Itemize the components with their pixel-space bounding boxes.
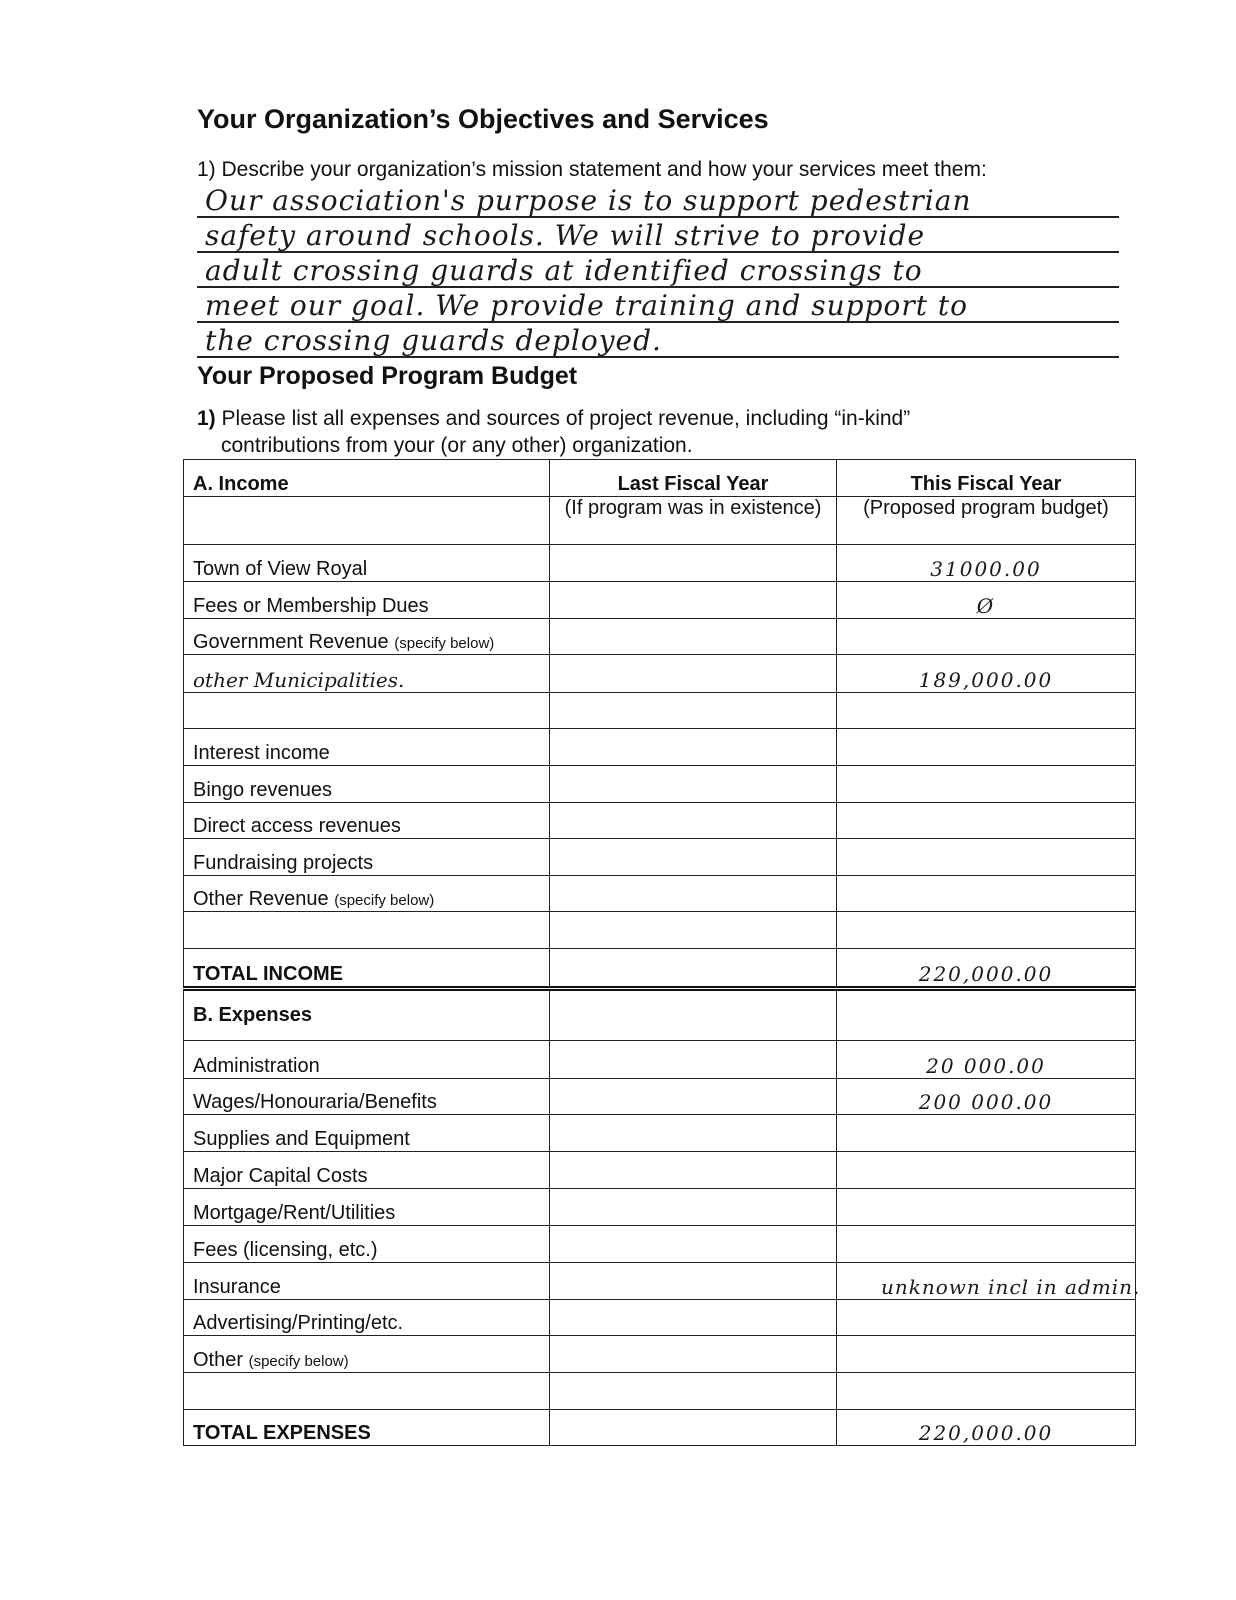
table-row [184,582,1136,619]
row-label [184,912,550,949]
last-year-value[interactable] [550,1115,837,1152]
last-year-value[interactable] [550,693,837,729]
row-label-text: Government Revenue [193,631,389,653]
row-label-text: Administration [193,1055,320,1077]
row-label [184,803,550,839]
this-year-value[interactable] [837,803,1136,839]
row-label-note: (specify below) [334,892,435,909]
row-label [184,693,550,729]
table-row [184,1152,1136,1189]
blank-cell [550,989,837,1041]
row-label [184,1373,550,1410]
row-label-text: Mortgage/Rent/Utilities [193,1202,396,1224]
total-expenses-label: TOTAL EXPENSES [184,1410,550,1446]
section-title-budget: Your Proposed Program Budget [197,362,578,390]
budget-question-line2: contributions from your (or any other) organization. [221,434,693,457]
row-label-text: other Municipalities. [193,668,405,692]
table-row [184,1300,1136,1336]
budget-table [183,459,1141,1446]
mission-answer-line: the crossing guards deployed. [197,323,1119,358]
row-label-note: (specify below) [394,635,495,652]
total-income-last[interactable] [550,949,837,989]
last-year-value[interactable] [550,1226,837,1263]
this-year-value[interactable] [837,876,1136,912]
last-year-value[interactable] [550,582,837,619]
last-year-value[interactable] [550,1373,837,1410]
row-label-text: Major Capital Costs [193,1165,368,1187]
blank-cell [837,989,1136,1041]
budget-question [197,405,910,459]
last-year-value[interactable] [550,1263,837,1300]
last-year-value[interactable] [550,545,837,582]
this-year-value[interactable] [837,1115,1136,1152]
row-label-text: Supplies and Equipment [193,1128,410,1150]
this-year-value[interactable] [837,1189,1136,1226]
table-row [184,1336,1136,1373]
row-label [184,1300,550,1336]
col-this-subtitle: (Proposed program budget) [837,497,1136,545]
this-year-value[interactable] [837,1152,1136,1189]
budget-question-line1: Please list all expenses and sources of project revenue, including “in-kind” [215,407,911,430]
last-year-value[interactable] [550,729,837,766]
last-year-value[interactable] [550,876,837,912]
row-label [184,839,550,876]
table-row [184,1226,1136,1263]
mission-answer [197,183,1119,358]
table-row [184,693,1136,729]
row-label-text: Other [193,1349,244,1371]
this-year-value[interactable] [837,912,1136,949]
this-year-value[interactable]: Ø [837,582,1136,619]
row-label [184,1189,550,1226]
row-label [184,655,550,693]
table-row [184,803,1136,839]
table-row [184,1079,1136,1115]
mission-answer-line: adult crossing guards at identified crossings to [197,253,1119,288]
this-year-value[interactable] [837,1226,1136,1263]
row-label-text: Other Revenue [193,888,329,910]
mission-question: 1) Describe your organization’s mission statement and how your services meet them: [197,158,987,181]
last-year-value[interactable] [550,839,837,876]
total-income-label: TOTAL INCOME [184,949,550,989]
last-year-value[interactable] [550,1152,837,1189]
last-year-value[interactable] [550,1079,837,1115]
table-row [184,766,1136,803]
table-row [184,545,1136,582]
this-year-value[interactable] [837,766,1136,803]
row-label [184,1226,550,1263]
last-year-value[interactable] [550,1189,837,1226]
row-label-text: Wages/Honouraria/Benefits [193,1091,437,1113]
this-year-value[interactable] [837,1300,1136,1336]
this-year-value[interactable] [837,839,1136,876]
mission-answer-line: Our association's purpose is to support pedestrian [197,183,1119,218]
row-label [184,582,550,619]
col-last-fiscal-year: Last Fiscal Year [550,460,837,497]
income-header: A. Income [184,460,550,497]
this-year-value[interactable] [837,1336,1136,1373]
row-label-text: Fundraising projects [193,852,374,874]
table-row [184,876,1136,912]
table-row [184,655,1136,693]
this-year-value[interactable] [837,729,1136,766]
this-year-value[interactable]: unknown incl in admin. [837,1263,1136,1300]
row-label [184,1115,550,1152]
this-year-value[interactable]: 20 000.00 [837,1041,1136,1079]
row-label-text: Insurance [193,1276,281,1298]
expenses-header: B. Expenses [184,989,550,1041]
table-row [184,1041,1136,1079]
total-expenses-last[interactable] [550,1410,837,1446]
blank-cell [184,497,550,545]
this-year-value[interactable]: 31000.00 [837,545,1136,582]
col-last-subtitle: (If program was in existence) [550,497,837,545]
last-year-value[interactable] [550,655,837,693]
row-label-note: (specify below) [248,1353,349,1370]
last-year-value[interactable] [550,1336,837,1373]
row-label [184,619,550,655]
table-row [184,619,1136,655]
this-year-value[interactable] [837,693,1136,729]
this-year-value[interactable] [837,619,1136,655]
last-year-value[interactable] [550,1041,837,1079]
row-label [184,1152,550,1189]
last-year-value[interactable] [550,766,837,803]
row-label-text: Advertising/Printing/etc. [193,1312,404,1334]
this-year-value[interactable]: 189,000.00 [837,655,1136,693]
row-label [184,1263,550,1300]
row-label [184,729,550,766]
last-year-value[interactable] [550,912,837,949]
row-label-text: Fees (licensing, etc.) [193,1239,378,1261]
last-year-value[interactable] [550,803,837,839]
last-year-value[interactable] [550,1300,837,1336]
total-expenses-this[interactable]: 220,000.00 [837,1410,1136,1446]
section-title-objectives: Your Organization’s Objectives and Services [197,104,769,134]
row-label-text: Fees or Membership Dues [193,595,429,617]
mission-answer-line: safety around schools. We will strive to provide [197,218,1119,253]
row-label-text: Interest income [193,742,330,764]
table-row [184,1115,1136,1152]
table-row [184,729,1136,766]
row-label [184,1336,550,1373]
row-label [184,545,550,582]
total-income-this[interactable]: 220,000.00 [837,949,1136,989]
table-row [184,1263,1136,1300]
table-row [184,912,1136,949]
row-label [184,876,550,912]
last-year-value[interactable] [550,619,837,655]
row-label [184,1041,550,1079]
row-label-text: Direct access revenues [193,815,401,837]
col-this-fiscal-year: This Fiscal Year [837,460,1136,497]
mission-answer-line: meet our goal. We provide training and support to [197,288,1119,323]
this-year-value[interactable] [837,1373,1136,1410]
row-label-text: Bingo revenues [193,779,332,801]
row-label-text: Town of View Royal [193,558,368,580]
row-label [184,766,550,803]
table-row [184,1373,1136,1410]
this-year-value[interactable]: 200 000.00 [837,1079,1136,1115]
budget-question-number: 1) [197,407,216,430]
row-label [184,1079,550,1115]
table-row [184,1189,1136,1226]
table-row [184,839,1136,876]
